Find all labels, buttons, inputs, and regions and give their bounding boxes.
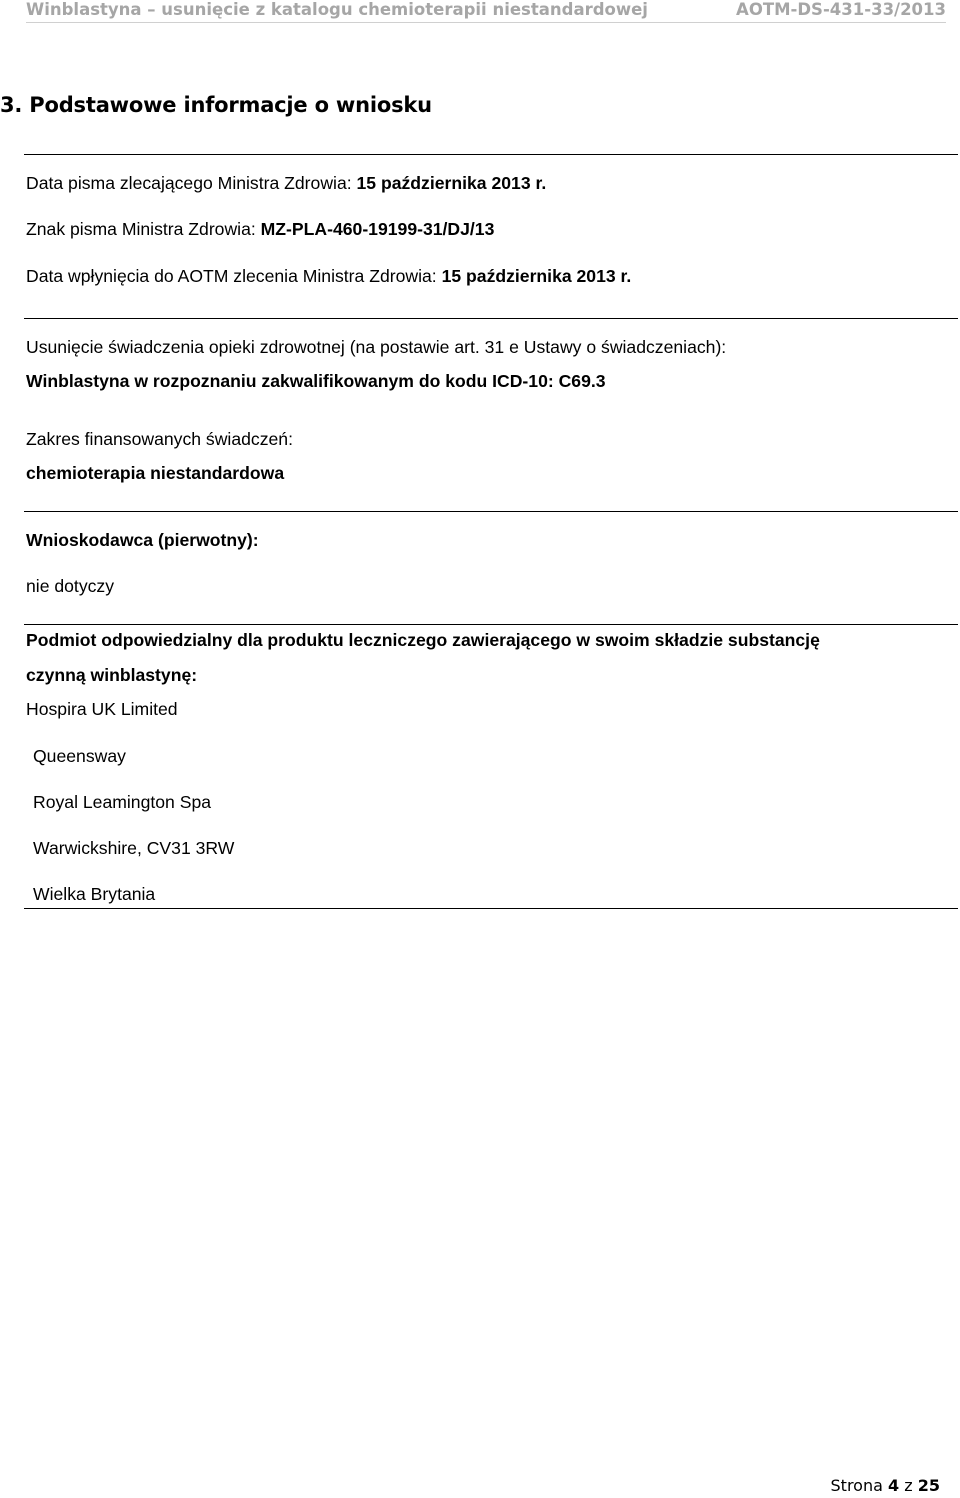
sign-line bbox=[26, 219, 494, 239]
date-letter-line bbox=[26, 173, 546, 193]
applicant-label: Wnioskodawca (pierwotny): bbox=[26, 530, 259, 550]
section-heading: 3. Podstawowe informacje o wniosku bbox=[0, 93, 432, 117]
header-document-code: AOTM-DS-431-33/2013 bbox=[736, 0, 946, 19]
sign-value: MZ-PLA-460-19199-31/DJ/13 bbox=[260, 219, 495, 239]
total-pages: 25 bbox=[917, 1476, 940, 1495]
address-line: Royal Leamington Spa bbox=[33, 792, 212, 812]
divider bbox=[24, 624, 958, 625]
date-received-label: Data wpłynięcia do AOTM zlecenia Ministra Zdrowia: bbox=[26, 266, 437, 286]
date-received-line bbox=[26, 266, 631, 286]
date-received-value: 15 października 2013 r. bbox=[441, 266, 632, 286]
responsible-label-line2: czynną winblastynę: bbox=[26, 665, 198, 685]
divider bbox=[24, 318, 958, 319]
current-page: 4 bbox=[888, 1476, 900, 1495]
applicant-value: nie dotyczy bbox=[26, 576, 115, 596]
page-prefix: Strona bbox=[830, 1476, 883, 1495]
sign-label: Znak pisma Ministra Zdrowia: bbox=[26, 219, 256, 239]
responsible-name: Hospira UK Limited bbox=[26, 699, 178, 719]
removal-label: Usunięcie świadczenia opieki zdrowotnej (na postawie art. 31 e Ustawy o świadczeniach): bbox=[26, 337, 727, 357]
address-line: Queensway bbox=[33, 746, 126, 766]
page-number bbox=[831, 1476, 940, 1495]
divider bbox=[24, 511, 958, 512]
responsible-label-line1: Podmiot odpowiedzialny dla produktu leczniczego zawierającego w swoim składzie substancję bbox=[26, 630, 820, 650]
header-title: Winblastyna – usunięcie z katalogu chemioterapii niestandardowej bbox=[26, 0, 648, 19]
removal-value: Winblastyna w rozpoznaniu zakwalifikowanym do kodu ICD-10: C69.3 bbox=[26, 371, 606, 391]
divider bbox=[24, 908, 958, 909]
running-header bbox=[26, 0, 946, 23]
scope-value: chemioterapia niestandardowa bbox=[26, 463, 285, 483]
divider bbox=[24, 154, 958, 155]
address-line: Wielka Brytania bbox=[33, 884, 156, 904]
date-letter-value: 15 października 2013 r. bbox=[356, 173, 547, 193]
date-letter-label: Data pisma zlecającego Ministra Zdrowia: bbox=[26, 173, 352, 193]
scope-label: Zakres finansowanych świadczeń: bbox=[26, 429, 293, 449]
page-separator: z bbox=[904, 1476, 913, 1495]
address-line: Warwickshire, CV31 3RW bbox=[33, 838, 235, 858]
